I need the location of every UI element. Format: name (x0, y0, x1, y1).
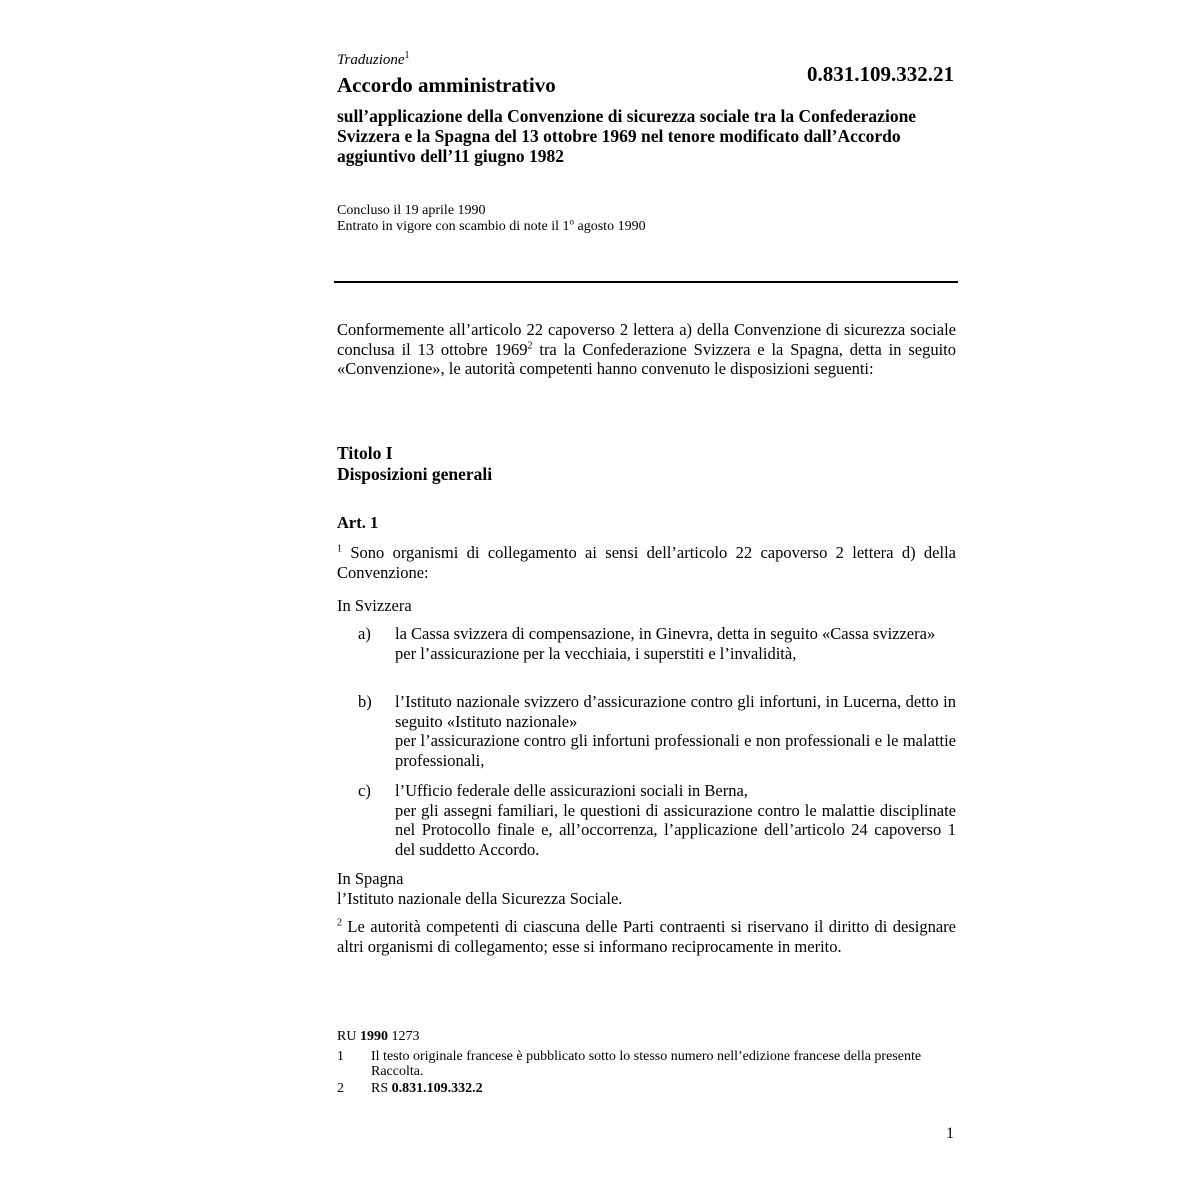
in-spagna-label: In Spagna (337, 869, 404, 888)
footnote-2 (371, 1081, 957, 1096)
paragraph-number: 1 (337, 543, 342, 555)
in-svizzera-label: In Svizzera (337, 596, 412, 615)
in-spagna-block (337, 869, 956, 908)
list-item (395, 624, 956, 663)
paragraph-number: 2 (337, 917, 342, 929)
paragraph-text: Sono organismi di collegamento ai sensi dell’articolo 22 capoverso 2 lettera d) della Convenzione: (337, 543, 956, 582)
preamble-part1: Conformemente all’articolo 22 capoverso 2 lettera a) della Convenzione di sicurezza sociale conclusa il 13 ottobre 1969 (337, 320, 956, 359)
paragraph-text: Le autorità competenti di ciascuna delle Parti contraenti si riservano il diritto di designare altri organismi di collegamento; esse si informano reciprocamente in merito. (337, 917, 956, 956)
document-title: Accordo amministrativo (337, 73, 556, 97)
list-item (395, 781, 956, 859)
translation-label (337, 52, 410, 69)
article-label: Art. 1 (337, 513, 379, 532)
ru-page: 1273 (387, 1029, 420, 1044)
list-item-scope: per l’assicurazione per la vecchiaia, i superstiti e l’invalidità, (395, 643, 797, 663)
preamble (337, 320, 956, 379)
sr-number: 0.831.109.332.21 (807, 62, 954, 86)
footnote-number: 1 (337, 1049, 344, 1064)
spagna-organization: l’Istituto nazionale della Sicurezza Sociale. (337, 888, 623, 908)
document-subtitle: sull’applicazione della Convenzione di sicurezza sociale tra la Confederazione Svizzera e la Spagna del 13 ottobre 1969 nel tenore modificato dall’Accordo aggiuntivo dell’11 giugno 1982 (337, 106, 917, 166)
list-item-letter: b) (358, 692, 372, 711)
list-item-letter: c) (358, 781, 371, 800)
list-item-scope: per gli assegni familiari, le questioni di assicurazione contro le malattie disciplinate nel Protocollo finale e, all’occorrenza, l’applicazione dell’articolo 24 capoverso 1 del suddetto Accordo. (395, 800, 956, 859)
footnote-sr-link[interactable]: 0.831.109.332.2 (391, 1081, 483, 1096)
concluded-date: Concluso il 19 aprile 1990 (337, 203, 486, 218)
ru-year: 1990 (359, 1029, 388, 1044)
footnote-1: Il testo originale francese è pubblicato sotto lo stesso numero nell’edizione francese della presente Raccolta. (371, 1049, 922, 1079)
entry-suffix: agosto 1990 (574, 219, 646, 234)
footnote-ref-1[interactable]: 1 (404, 50, 410, 61)
ru-reference (337, 1029, 419, 1044)
page-number: 1 (946, 1125, 954, 1142)
title-name: Disposizioni generali (337, 464, 493, 484)
list-item-org: l’Ufficio federale delle assicurazioni sociali in Berna, (395, 781, 748, 800)
footnote-ref-2[interactable]: 2 (527, 340, 533, 351)
entry-into-force (337, 216, 646, 235)
list-item (395, 692, 956, 770)
footnote-number: 2 (337, 1081, 344, 1096)
list-item-org: la Cassa svizzera di compensazione, in Ginevra, detta in seguito «Cassa svizzera» (395, 624, 936, 643)
title-number: Titolo I (337, 443, 393, 463)
list-item-letter: a) (358, 624, 371, 643)
article-paragraph-1 (337, 543, 956, 582)
article-paragraph-2 (337, 917, 956, 956)
title-heading (337, 443, 492, 485)
ru-prefix: RU (337, 1029, 360, 1044)
footnote-prefix: RS (371, 1081, 392, 1096)
translation-text: Traduzione (337, 52, 405, 68)
preamble-part2: tra la Confederazione Svizzera e la Spagna, detta in seguito «Convenzione», le autorità competenti hanno convenuto le disposizioni seguenti: (337, 339, 956, 378)
list-item-scope: per l’assicurazione contro gli infortuni professionali e non professionali e le malattie professionali, (395, 731, 956, 770)
list-item-org: l’Istituto nazionale svizzero d’assicurazione contro gli infortuni, in Lucerna, detto in seguito «Istituto nazionale» (395, 692, 956, 731)
entry-prefix: Entrato in vigore con scambio di note il 1 (337, 219, 570, 234)
header-divider (334, 281, 958, 283)
entry-ordinal: o (569, 216, 575, 227)
